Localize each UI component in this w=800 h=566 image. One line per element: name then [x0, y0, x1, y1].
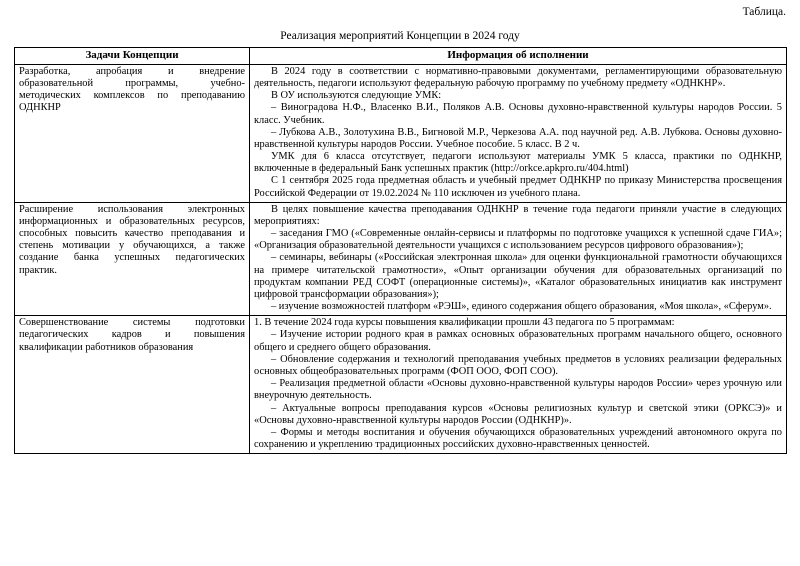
page-title: Реализация мероприятий Концепции в 2024 году	[280, 30, 520, 42]
info-paragraph: В 2024 году в соответствии с нормативно-правовыми документами, регламентирующими образовательную деятельность, педагоги используют федеральную рабочую программу по учебному предмету «ОДНКНР».	[254, 65, 782, 90]
info-paragraph: В ОУ используются следующие УМК:	[271, 90, 442, 102]
info-paragraph: – Формы и методы воспитания и обучения обучающихся образовательных учреждений автономного округа по сохранению и укреплению традиционных российских духовно-нравственных ценностей.	[254, 426, 782, 451]
info-paragraph: – изучение возможностей платформ «РЭШ», единого содержания общего образования, «Моя школа», «Сферум».	[271, 301, 772, 313]
info-paragraph: – Лубкова А.В., Золотухина В.В., Бигновой М.Р., Черкезова А.А. под научной ред. А.В. Лубкова. Основы духовно-нравственной культуры народов России. Учебное пособие. 5 класс. В 2 ч.	[254, 126, 782, 150]
task-text: Разработка, апробация и внедрение образовательной программы, учебно-методических комплексов по преподаванию ОДНКНР	[19, 65, 245, 114]
info-paragraph: 1. В течение 2024 года курсы повышения квалификации прошли 43 педагога по 5 программам:	[254, 317, 675, 329]
task-cell	[15, 64, 250, 202]
task-text: Расширение использования электронных информационных и образовательных ресурсов, способных повысить качество преподавания и степень мотивации у обучающихся, а также создание банка успешных педагогических практик.	[19, 203, 245, 276]
info-paragraph: С 1 сентября 2025 года предметная область и учебный предмет ОДНКНР по приказу Министерства просвещения Российской Федерации от 19.02.2024 № 110 исключен из учебного плана.	[254, 175, 782, 199]
task-text: Совершенствование системы подготовки педагогических кадров и повышения квалификации работников образования	[19, 317, 245, 353]
table-label: Таблица.	[742, 6, 786, 18]
info-cell	[250, 202, 787, 316]
info-paragraph: – Актуальные вопросы преподавания курсов «Основы религиозных культур и светской этики (ОРКСЭ)» и «Основы духовно-нравственной культуры народов России (ОДНКНР)».	[254, 402, 782, 426]
info-paragraph: – Изучение истории родного края в рамках основных образовательных программ начального общего, основного общего и среднего общего образования.	[254, 329, 782, 353]
table-row	[15, 316, 787, 454]
info-cell	[250, 64, 787, 202]
table-row	[15, 64, 787, 202]
implementation-table	[14, 47, 787, 454]
column-header-info: Информация об исполнении	[250, 48, 787, 65]
table-row	[15, 202, 787, 316]
task-cell	[15, 316, 250, 454]
column-header-tasks: Задачи Концепции	[15, 48, 250, 65]
info-paragraph: – семинары, вебинары («Российская электронная школа» для оценки функциональной грамотности обучающихся на примере читательской грамотности», «Опыт организации обучения для образовательных организаций по продуктам компании РЕД СОФТ (операционные системы)», «Каталог образовательных инициатив как инструмент цифровой трансформации образования»);	[254, 252, 782, 300]
info-paragraph: – Реализация предметной области «Основы духовно-нравственной культуры народов России» через урочную или внеурочную деятельность.	[254, 378, 782, 402]
info-cell	[250, 316, 787, 454]
info-paragraph: – Виноградова Н.Ф., Власенко В.И., Поляков А.В. Основы духовно-нравственной культуры народов России. 5 класс. Учебник.	[254, 102, 782, 126]
info-paragraph: – Обновление содержания и технологий преподавания учебных предметов в условиях реализации федеральных основных общеобразовательных программ (ФОП ООО, ФОП СОО).	[254, 353, 782, 377]
info-paragraph: В целях повышение качества преподавания ОДНКНР в течение года педагоги приняли участие в следующих мероприятиях:	[254, 203, 782, 227]
table-header-row	[15, 48, 787, 65]
info-paragraph: – заседания ГМО («Современные онлайн-сервисы и платформы по подготовке учащихся к успешной сдаче ГИА»; «Организация образовательной деятельности учащихся с использованием ресурсов цифрового образования»);	[254, 228, 782, 252]
info-paragraph: УМК для 6 класса отсутствует, педагоги используют материалы УМК 5 класса, практики по ОДНКНР, включенные в федеральный Банк успешных практик (http://orkce.apkpro.ru/404.html)	[254, 151, 782, 175]
task-cell	[15, 202, 250, 316]
